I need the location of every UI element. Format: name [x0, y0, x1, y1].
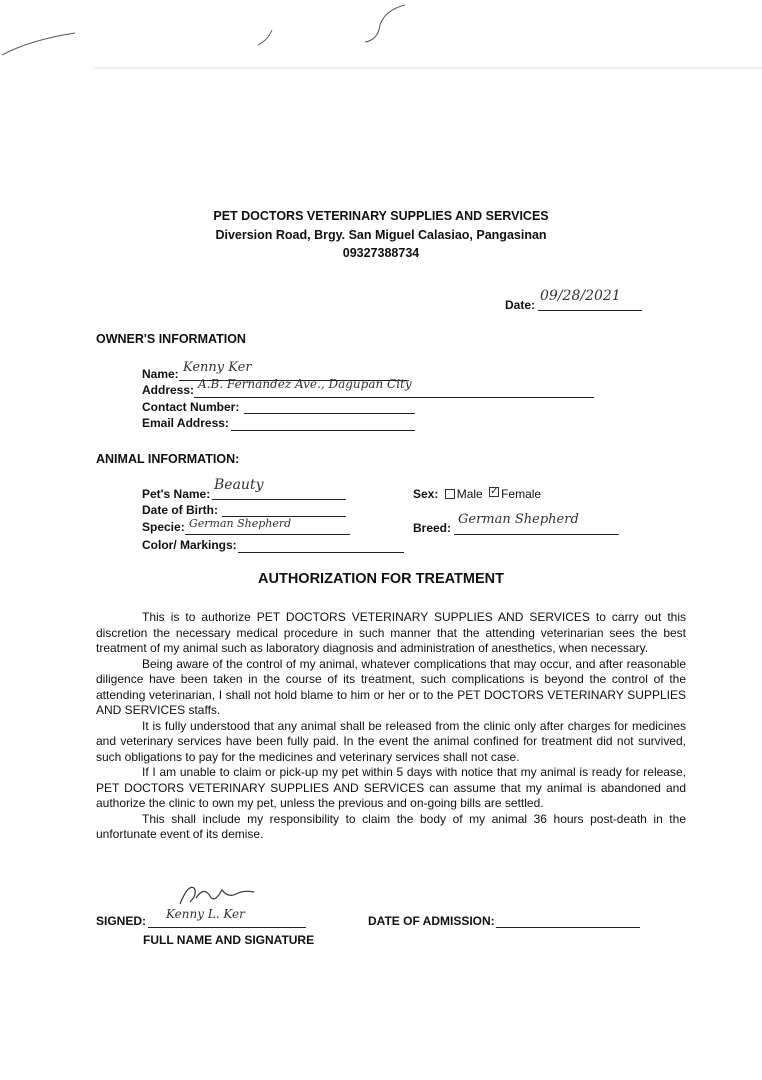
owner-heading: OWNER'S INFORMATION — [96, 332, 246, 346]
color-field[interactable] — [238, 538, 404, 553]
date-field[interactable] — [538, 288, 642, 311]
owner-address-label: Address: — [142, 383, 195, 397]
animal-heading: ANIMAL INFORMATION: — [96, 452, 240, 466]
sex-label: Sex: — [413, 487, 439, 501]
date-value: 09/28/2021 — [540, 288, 621, 304]
owner-contact-label: Contact Number: — [142, 400, 240, 414]
date-label: Date: — [505, 298, 536, 312]
admission-field[interactable] — [496, 913, 640, 928]
dob-field[interactable] — [222, 502, 346, 517]
owner-name-value: Kenny Ker — [183, 360, 252, 375]
specie-label: Specie: — [142, 520, 185, 534]
auth-paragraph-3: It is fully understood that any animal shall be released from the clinic only after charges for medicines and veterinary services have been fully paid. In the event the animal confined for treatment did not survived, such obligations to pay for the medicines and veterinary services shall not case. — [96, 718, 686, 764]
breed-value: German Shepherd — [458, 512, 579, 527]
pet-name-field[interactable] — [212, 477, 346, 500]
pet-name-label: Pet's Name: — [142, 487, 211, 501]
owner-address-field[interactable] — [194, 377, 594, 398]
breed-label: Breed: — [413, 521, 452, 535]
auth-paragraph-4: If I am unable to claim or pick-up my pet within 5 days with notice that my animal is ready for release, PET DOCTORS VETERINARY SUPPLIES AND SERVICES can assume that my animal is abandoned and authorize the clinic to own my pet, unless the previous and on-going bills are settled. — [96, 765, 686, 810]
sex-male-label: Male — [456, 487, 483, 501]
specie-field[interactable] — [185, 517, 350, 535]
sex-female-label: Female — [501, 487, 542, 501]
sex-female-checkbox[interactable] — [489, 487, 499, 497]
signed-label: SIGNED: — [96, 914, 147, 928]
business-phone: 09327388734 — [342, 246, 420, 260]
business-address: Diversion Road, Brgy. San Miguel Calasiao, Pangasinan — [215, 228, 547, 242]
pet-name-value: Beauty — [214, 477, 264, 493]
owner-address-value: A.B. Fernandez Ave., Dagupan City — [198, 377, 412, 391]
signature-printed-name: Kenny L. Ker — [166, 907, 245, 921]
scan-marks — [0, 0, 762, 80]
owner-name-label: Name: — [142, 367, 179, 381]
sex-male-checkbox[interactable] — [445, 489, 455, 499]
owner-contact-field[interactable] — [244, 399, 415, 414]
owner-email-label: Email Address: — [142, 416, 229, 430]
specie-value: German Shepherd — [189, 517, 292, 530]
signature-field[interactable] — [148, 907, 306, 928]
owner-email-field[interactable] — [231, 416, 415, 431]
breed-field[interactable] — [454, 512, 619, 535]
authorization-body — [96, 610, 686, 843]
color-label: Color/ Markings: — [142, 538, 237, 552]
sex-row — [413, 487, 541, 501]
signature-caption: FULL NAME AND SIGNATURE — [143, 933, 315, 947]
auth-paragraph-5: This shall include my responsibility to claim the body of my animal 36 hours post-death in the unfortunate event of its demise. — [96, 811, 686, 841]
auth-paragraph-1: This is to authorize PET DOCTORS VETERINARY SUPPLIES AND SERVICES to carry out this discretion the necessary medical procedure in such manner that the attending veterinarian sees the best treatment of my animal such as laboratory diagnosis and administration of anesthetics, when necessary. — [96, 610, 686, 655]
admission-label: DATE OF ADMISSION: — [368, 914, 495, 928]
auth-paragraph-2: Being aware of the control of my animal, whatever complications that may occur, and after reasonable diligence have been taken in the course of its treatment, such complications is beyond the control of the attending veterinarian, I shall not hold blame to him or her or to the PET DOCTORS VETERINARY SUPPLIES AND SERVICES staffs. — [96, 656, 686, 717]
dob-label: Date of Birth: — [142, 503, 218, 517]
authorization-title: AUTHORIZATION FOR TREATMENT — [258, 571, 504, 587]
business-name: PET DOCTORS VETERINARY SUPPLIES AND SERVICES — [213, 209, 549, 223]
